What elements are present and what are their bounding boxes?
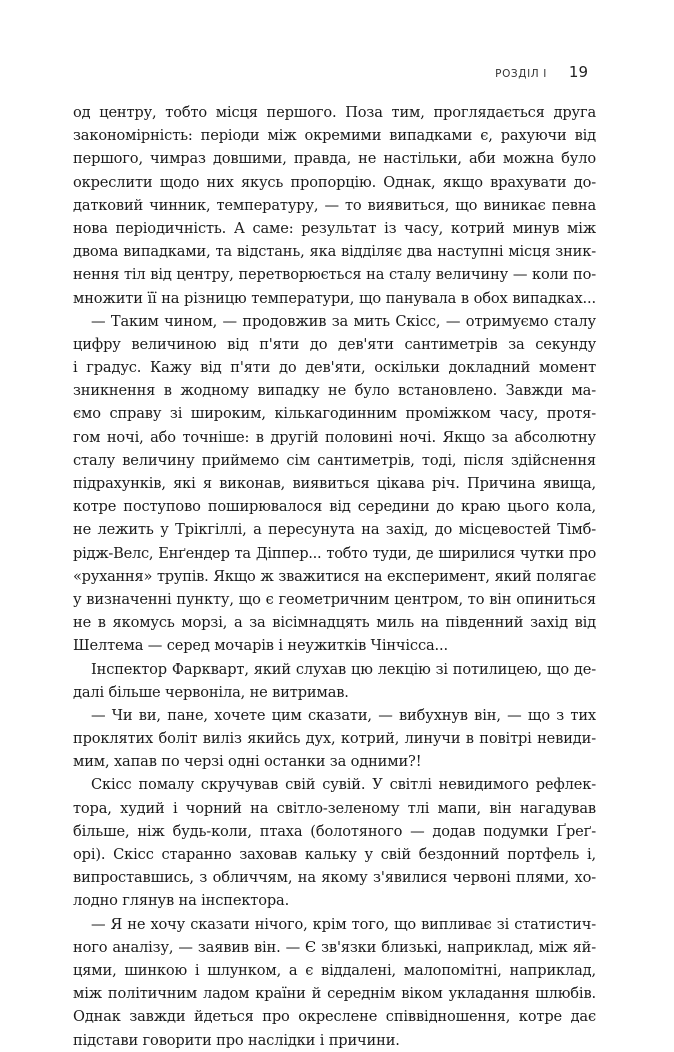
text-line: Шелтема — серед мочарів і неужитків Чінчісса... xyxy=(73,637,448,655)
text-line: не лежить у Трікгіллі, а пересунута на захід, до місцевостей Тімб- xyxy=(73,521,596,539)
text-line: Інспектор Фаркварт, який слухав цю лекцію зі потилицею, що де- xyxy=(91,660,596,678)
text-line: рідж-Велс, Енґендер та Діппер... тобто туди, де ширилися чутки про xyxy=(73,544,596,562)
text-line: більше, ніж будь-коли, птаха (болотяного — додав подумки Ґреґ- xyxy=(73,822,596,840)
text-line: нова періодичність. А саме: результат із часу, котрий минув між xyxy=(73,219,596,237)
text-line: далі більше червоніла, не витримав. xyxy=(73,683,349,701)
text-line: окреслити щодо них якусь пропорцію. Однак, якщо врахувати до- xyxy=(73,173,596,191)
text-line: цями, шинкою і шлунком, а є віддалені, малопомітні, наприклад, xyxy=(73,961,596,979)
text-line: проклятих боліт виліз якийсь дух, котрий, линучи в повітрі невиди- xyxy=(73,730,596,748)
text-line: випроставшись, з обличчям, на якому з'явилися червоні плями, хо- xyxy=(73,869,596,887)
paragraph xyxy=(73,310,596,658)
text-line: підстави говорити про наслідки і причини. xyxy=(73,1031,400,1049)
text-line: першого, чимраз довшими, правда, не настільки, аби можна було xyxy=(73,150,596,168)
text-line: цифру величиною від п'яти до дев'яти сантиметрів за секунду xyxy=(73,335,596,353)
text-line: і градус. Кажу від п'яти до дев'яти, оскільки докладний момент xyxy=(73,359,596,377)
text-line: двома випадками, та відстань, яка відділяє два наступні місця зник- xyxy=(73,243,596,261)
paragraph xyxy=(73,704,596,774)
text-line: ємо справу зі широким, кількагодинним проміжком часу, протя- xyxy=(73,405,596,423)
text-line: гом ночі, або точніше: в другій половині ночі. Якщо за абсолютну xyxy=(73,428,596,446)
text-line: — Таким чином, — продовжив за мить Скісс, — отримуємо сталу xyxy=(91,312,596,330)
text-line: Однак завжди йдеться про окреслене співвідношення, котре дає xyxy=(73,1008,596,1026)
text-line: лодно глянув на інспектора. xyxy=(73,892,290,910)
paragraph xyxy=(73,101,596,310)
text-line: датковий чинник, температуру, — то виявиться, що виникає певна xyxy=(73,196,596,214)
text-line: — Я не хочу сказати нічого, крім того, що випливає зі статистич- xyxy=(91,915,596,933)
body-text xyxy=(73,101,596,1052)
text-line: «рухання» трупів. Якщо ж зважитися на експеримент, який полягає xyxy=(73,567,596,585)
text-line: не в якомусь морзі, а за вісімнадцять миль на південний захід від xyxy=(73,614,596,632)
text-line: нення тіл від центру, перетворюється на сталу величину — коли по- xyxy=(73,266,596,284)
text-line: зникнення в жодному випадку не було встановлено. Завжди ма- xyxy=(73,382,596,400)
text-line: Скісс помалу скручував свій сувій. У світлі невидимого рефлек- xyxy=(91,776,596,794)
text-line: множити її на різницю температури, що панувала в обох випадках... xyxy=(73,289,596,307)
text-line: закономірність: періоди між окремими випадками є, рахуючи від xyxy=(73,127,596,145)
text-line: підрахунків, які я виконав, виявиться цікава річ. Причина явища, xyxy=(73,475,596,492)
text-line: мим, хапав по черзі одні останки за одними?! xyxy=(73,753,422,771)
text-line: тора, худий і чорний на світло-зеленому тлі мапи, він нагадував xyxy=(73,799,596,817)
text-line: між політичним ладом країни й середнім віком укладання шлюбів. xyxy=(73,985,596,1003)
paragraph xyxy=(73,773,596,912)
paragraph xyxy=(73,913,596,1052)
text-line: — Чи ви, пане, хочете цим сказати, — вибухнув він, — що з тих xyxy=(91,706,596,724)
running-head: РОЗДІЛ І xyxy=(495,68,547,80)
text-line: у визначенні пункту, що є геометричним центром, то він опиниться xyxy=(73,590,596,608)
page-header xyxy=(495,63,588,81)
page-number: 19 xyxy=(568,63,588,81)
text-line: ного аналізу, — заявив він. — Є зв'язки близькі, наприклад, між яй- xyxy=(73,938,596,956)
text-line: од центру, тобто місця першого. Поза тим, проглядається друга xyxy=(73,104,596,121)
paragraph xyxy=(73,658,596,704)
text-line: сталу величину приймемо сім сантиметрів, тоді, після здійснення xyxy=(73,451,596,469)
text-line: орі). Скісс старанно заховав кальку у свій бездонний портфель і, xyxy=(73,846,596,863)
text-line: котре поступово поширювалося від середини до краю цього кола, xyxy=(73,498,596,516)
